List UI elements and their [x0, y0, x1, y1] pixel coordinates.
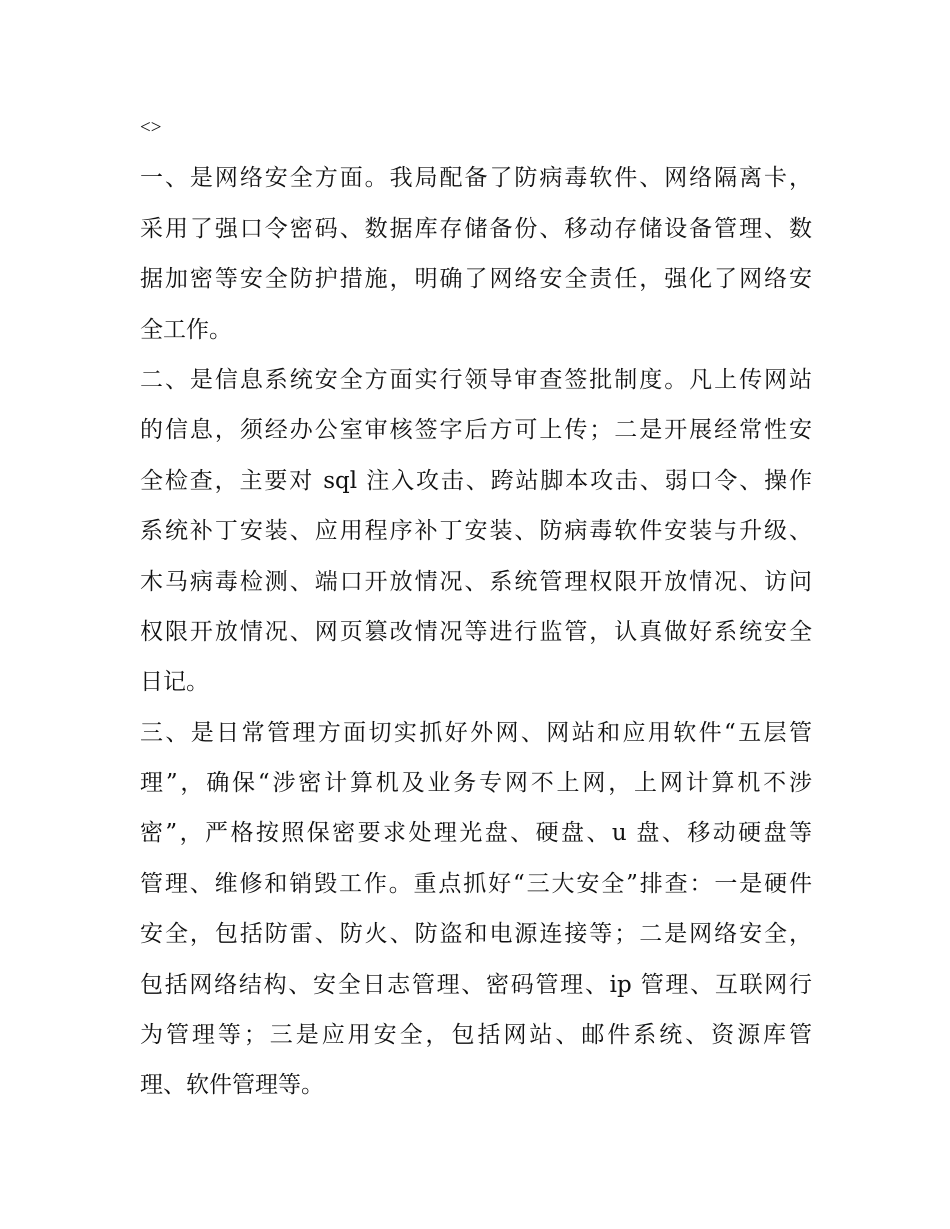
paragraph-line: 木马病毒检测、端口开放情况、系统管理权限开放情况、访问 [140, 568, 812, 595]
paragraph-daily-management [140, 708, 812, 1111]
paragraph-line: 密”，严格按照保密要求处理光盘、硬盘、u 盘、移动硬盘等 [140, 820, 812, 847]
paragraph-line: 一、是网络安全方面。我局配备了防病毒软件、网络隔离卡， [140, 165, 812, 192]
paragraph-line: 二、是信息系统安全方面实行领导审查签批制度。凡上传网站 [140, 366, 812, 393]
paragraph-line: 日记。 [140, 669, 209, 696]
paragraph-network-security [140, 153, 812, 355]
paragraph-line: 三、是日常管理方面切实抓好外网、网站和应用软件“五层管 [140, 719, 812, 746]
placeholder-marker: <> [140, 117, 162, 138]
paragraph-line: 采用了强口令密码、数据库存储备份、移动存储设备管理、数 [140, 215, 812, 242]
paragraph-line: 全检查，主要对 sql 注入攻击、跨站脚本攻击、弱口令、操作 [140, 467, 812, 494]
paragraph-line: 的信息，须经办公室审核签字后方可上传；二是开展经常性安 [140, 417, 812, 444]
paragraph-line: 全工作。 [140, 316, 232, 343]
paragraph-line: 为管理等；三是应用安全，包括网站、邮件系统、资源库管 [140, 1022, 812, 1049]
paragraph-information-system-security [140, 355, 812, 708]
paragraph-line: 权限开放情况、网页篡改情况等进行监管，认真做好系统安全 [140, 618, 812, 645]
paragraph-line: 系统补丁安装、应用程序补丁安装、防病毒软件安装与升级、 [140, 518, 812, 545]
paragraph-line: 安全，包括防雷、防火、防盗和电源连接等；二是网络安全， [140, 921, 812, 948]
paragraph-line: 理”，确保“涉密计算机及业务专网不上网，上网计算机不涉 [140, 770, 812, 797]
paragraph-line: 包括网络结构、安全日志管理、密码管理、ip 管理、互联网行 [140, 971, 812, 998]
paragraph-line: 理、软件管理等。 [140, 1072, 324, 1099]
paragraph-line: 据加密等安全防护措施，明确了网络安全责任，强化了网络安 [140, 266, 812, 293]
paragraph-line: 管理、维修和销毁工作。重点抓好“三大安全”排查：一是硬件 [140, 870, 812, 897]
document-body [140, 103, 812, 1111]
